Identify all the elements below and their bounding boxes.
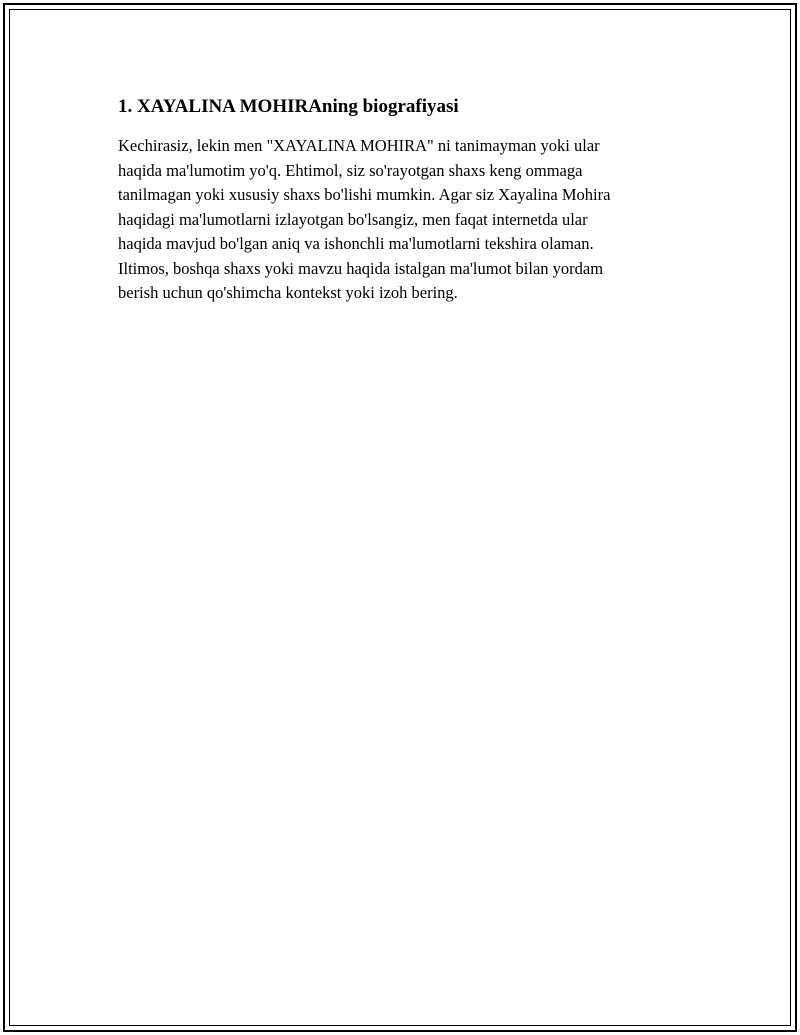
paragraph-line: berish uchun qo'shimcha kontekst yoki izoh bering. (118, 283, 458, 302)
paragraph-line: tanilmagan yoki xususiy shaxs bo'lishi mumkin. Agar siz Xayalina Mohira (118, 185, 611, 204)
section-heading: 1. XAYALINA MOHIRAning biografiyasi (118, 96, 459, 117)
paragraph-line: Iltimos, boshqa shaxs yoki mavzu haqida istalgan ma'lumot bilan yordam (118, 258, 604, 278)
body-paragraph (118, 134, 678, 306)
paragraph-line: haqida mavjud bo'lgan aniq va ishonchli ma'lumotlarni tekshira olaman. (118, 234, 594, 253)
document-content (118, 94, 678, 306)
paragraph-line: haqida ma'lumotim yo'q. Ehtimol, siz so'rayotgan shaxs keng ommaga (118, 160, 583, 180)
paragraph-line: Kechirasiz, lekin men "XAYALINA MOHIRA" ni tanimayman yoki ular (118, 136, 600, 155)
paragraph-line: haqidagi ma'lumotlarni izlayotgan bo'lsangiz, men faqat internetda ular (118, 209, 588, 229)
